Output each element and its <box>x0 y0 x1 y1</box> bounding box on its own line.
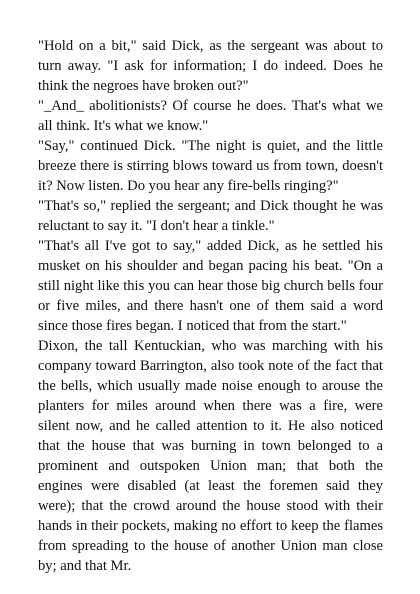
page-text <box>38 36 383 576</box>
paragraph: "_And_ abolitionists? Of course he does. That's what we all think. It's what we know." <box>38 98 383 134</box>
paragraph: Dixon, the tall Kentuckian, who was marching with his company toward Barrington, also took note of the fact that the bells, which usually made noise enough to arouse the planters for miles around when there was a fire, were silent now, and he called attention to it. He also noticed that the house that was burning in town belonged to a prominent and outspoken Union man; that both the engines were disabled (at least the foremen said they were); that the crowd around the house stood with their hands in their pockets, making no effort to keep the flames from spreading to the house of another Union man close by; and that Mr. <box>38 338 383 574</box>
paragraph: "That's so," replied the sergeant; and Dick thought he was reluctant to say it. "I don't hear a tinkle." <box>38 198 383 234</box>
paragraph: "Say," continued Dick. "The night is quiet, and the little breeze there is stirring blows toward us from town, doesn't it? Now listen. Do you hear any fire-bells ringing?" <box>38 138 383 194</box>
paragraph: "Hold on a bit," said Dick, as the sergeant was about to turn away. "I ask for information; I do indeed. Does he think the negroes have broken out?" <box>38 38 383 94</box>
paragraph: "That's all I've got to say," added Dick, as he settled his musket on his shoulder and began pacing his beat. "On a still night like this you can hear those big church bells four or five miles, and there hasn't one of them said a word since those fires began. I noticed that from the start." <box>38 238 383 334</box>
